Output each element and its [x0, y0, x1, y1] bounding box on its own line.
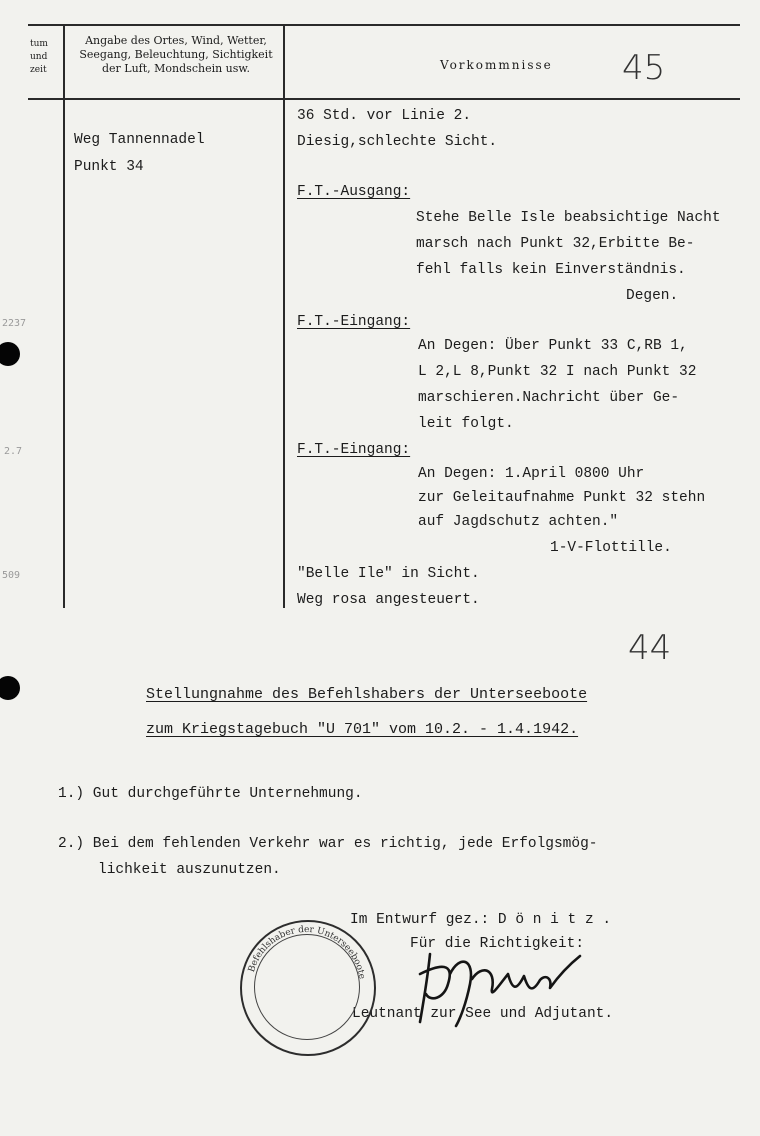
log-line: zur Geleitaufnahme Punkt 32 stehn — [418, 490, 706, 506]
header-place-column: Angabe des Ortes, Wind, Wetter, Seegang, Beleuchtung, Sichtigkeit der Luft, Mondschein usw. — [79, 34, 273, 75]
place-line: Weg Tannennadel — [74, 132, 205, 148]
log-line: auf Jagdschutz achten." — [418, 514, 619, 530]
page-number-top: 45 — [622, 48, 666, 88]
table-divider-1 — [63, 24, 65, 608]
log-signature: Degen. — [626, 288, 679, 304]
svg-text:Befehlshaber der Unterseeboote: Befehlshaber der Unterseeboote — [246, 924, 367, 980]
official-seal — [240, 920, 376, 1056]
log-line: Diesig,schlechte Sicht. — [297, 134, 498, 150]
log-line: An Degen: 1.April 0800 Uhr — [418, 466, 645, 482]
table-divider-2 — [283, 24, 285, 608]
margin-mark: 509 — [2, 570, 21, 581]
log-line: marsch nach Punkt 32,Erbitte Be- — [416, 236, 695, 252]
log-line: marschieren.Nachricht über Ge- — [418, 390, 680, 406]
log-line: fehl falls kein Einverständnis. — [416, 262, 686, 278]
log-signature: 1-V-Flottille. — [550, 540, 672, 556]
header-date-column: tum und zeit — [30, 39, 48, 75]
log-line: L 2,L 8,Punkt 32 I nach Punkt 32 — [418, 364, 697, 380]
log-line: leit folgt. — [418, 416, 514, 432]
place-line: Punkt 34 — [74, 159, 144, 175]
handwritten-signature — [400, 944, 600, 1034]
official-seal-text — [240, 920, 372, 1052]
statement-title-line-1: Stellungnahme des Befehlshabers der Unterseeboote — [146, 686, 588, 703]
log-line: "Belle Ile" in Sicht. — [297, 566, 480, 582]
log-line: 36 Std. vor Linie 2. — [297, 108, 472, 124]
table-header-rule — [28, 98, 740, 100]
margin-mark: 2237 — [2, 318, 27, 329]
statement-item-2-line-2: lichkeit auszunutzen. — [98, 862, 281, 878]
log-line: Weg rosa angesteuert. — [297, 592, 480, 608]
log-heading: F.T.-Ausgang: — [297, 184, 411, 200]
signature-draft-line: Im Entwurf gez.: D ö n i t z . — [350, 912, 612, 928]
signature-rank-line: Leutnant zur See und Adjutant. — [352, 1006, 614, 1022]
log-heading: F.T.-Eingang: — [297, 442, 411, 458]
signature-certified-line: Für die Richtigkeit: — [410, 936, 585, 952]
statement-title-line-2: zum Kriegstagebuch "U 701" vom 10.2. - 1.4.1942. — [146, 721, 579, 738]
statement-item-1: 1.) Gut durchgeführte Unternehmung. — [58, 786, 363, 802]
page-number-statement: 44 — [628, 628, 672, 668]
punch-hole-bottom — [0, 676, 20, 700]
table-top-rule — [28, 24, 740, 26]
header-events-column: Vorkommnisse — [440, 58, 553, 72]
log-heading: F.T.-Eingang: — [297, 314, 411, 330]
log-line: Stehe Belle Isle beabsichtige Nacht — [416, 210, 721, 226]
statement-item-2-line-1: 2.) Bei dem fehlenden Verkehr war es richtig, jede Erfolgsmög- — [58, 836, 598, 852]
punch-hole-top — [0, 342, 20, 366]
log-line: An Degen: Über Punkt 33 C,RB 1, — [418, 338, 688, 354]
margin-mark: 2.7 — [4, 446, 23, 457]
